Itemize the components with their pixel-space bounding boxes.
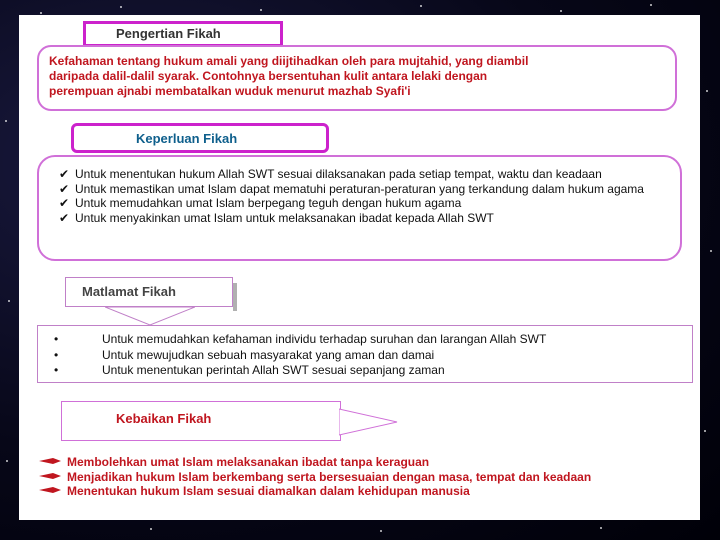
definition-line-3: perempuan ajnabi membatalkan wuduk menurut mazhab Syafi'i [49,84,411,98]
bullet-dot-icon: • [54,363,59,377]
list-item-text: Untuk menyakinkan umat Islam untuk melaksanakan ibadat kepada Allah SWT [75,210,494,225]
list-item [46,363,682,379]
pointing-hand-icon [39,485,61,495]
list-item-text: Menjadikan hukum Islam berkembang serta bersesuaian dengan masa, tempat dan keadaan [67,469,592,484]
list-item [39,484,689,499]
title-shadow [233,283,237,311]
list-item [46,332,682,348]
list-item [59,182,670,197]
matlamat-list [37,325,693,383]
list-item [59,196,670,211]
list-item-text: Untuk mewujudkan sebuah masyarakat yang aman dan damai [102,347,435,362]
pointing-hand-icon [39,471,61,481]
check-icon: ✔ [59,210,70,225]
section-title-kebaikan: Kebaikan Fikah [61,401,341,441]
list-item-text: Untuk memudahkan umat Islam berpegang teguh dengan hukum agama [75,196,462,210]
check-icon: ✔ [59,181,70,196]
list-item-text: Untuk menentukan perintah Allah SWT sesuai sepanjang zaman [102,363,445,377]
list-item-text: Untuk memastikan umat Islam dapat mematuhi peraturan-peraturan yang terkandung dalam hukum agama [75,181,644,196]
section-title-pengertian: Pengertian Fikah [83,21,283,47]
check-icon: ✔ [59,167,70,181]
bullet-dot-icon: • [54,332,59,346]
bullet-dot-icon: • [54,347,59,362]
definition-line-1: Kefahaman tentang hukum amali yang diijtihadkan oleh para mujtahid, yang diambil [49,54,529,68]
list-item [39,470,689,485]
pointing-hand-icon [39,456,61,466]
list-item-text: Membolehkan umat Islam melaksanakan ibadat tanpa keraguan [67,455,430,469]
check-icon: ✔ [59,196,70,210]
right-arrow-icon [339,407,399,437]
list-item-text: Untuk menentukan hukum Allah SWT sesuai dilaksanakan pada setiap tempat, waktu dan keadaan [75,167,602,181]
section-title-matlamat: Matlamat Fikah [65,277,233,307]
list-item [46,348,682,364]
list-item [39,455,689,470]
kebaikan-list [39,455,689,499]
slide [19,15,700,520]
section-title-keperluan: Keperluan Fikah [71,123,329,153]
down-arrow-icon [105,307,195,327]
list-item [59,167,670,182]
list-item [59,211,670,226]
keperluan-list [37,155,682,261]
list-item-text: Menentukan hukum Islam sesuai diamalkan dalam kehidupan manusia [67,484,470,498]
definition-box [37,45,677,111]
definition-line-2: daripada dalil-dalil syarak. Contohnya bersentuhan kulit antara lelaki dengan [49,69,488,83]
list-item-text: Untuk memudahkan kefahaman individu terhadap suruhan dan larangan Allah SWT [102,332,547,346]
